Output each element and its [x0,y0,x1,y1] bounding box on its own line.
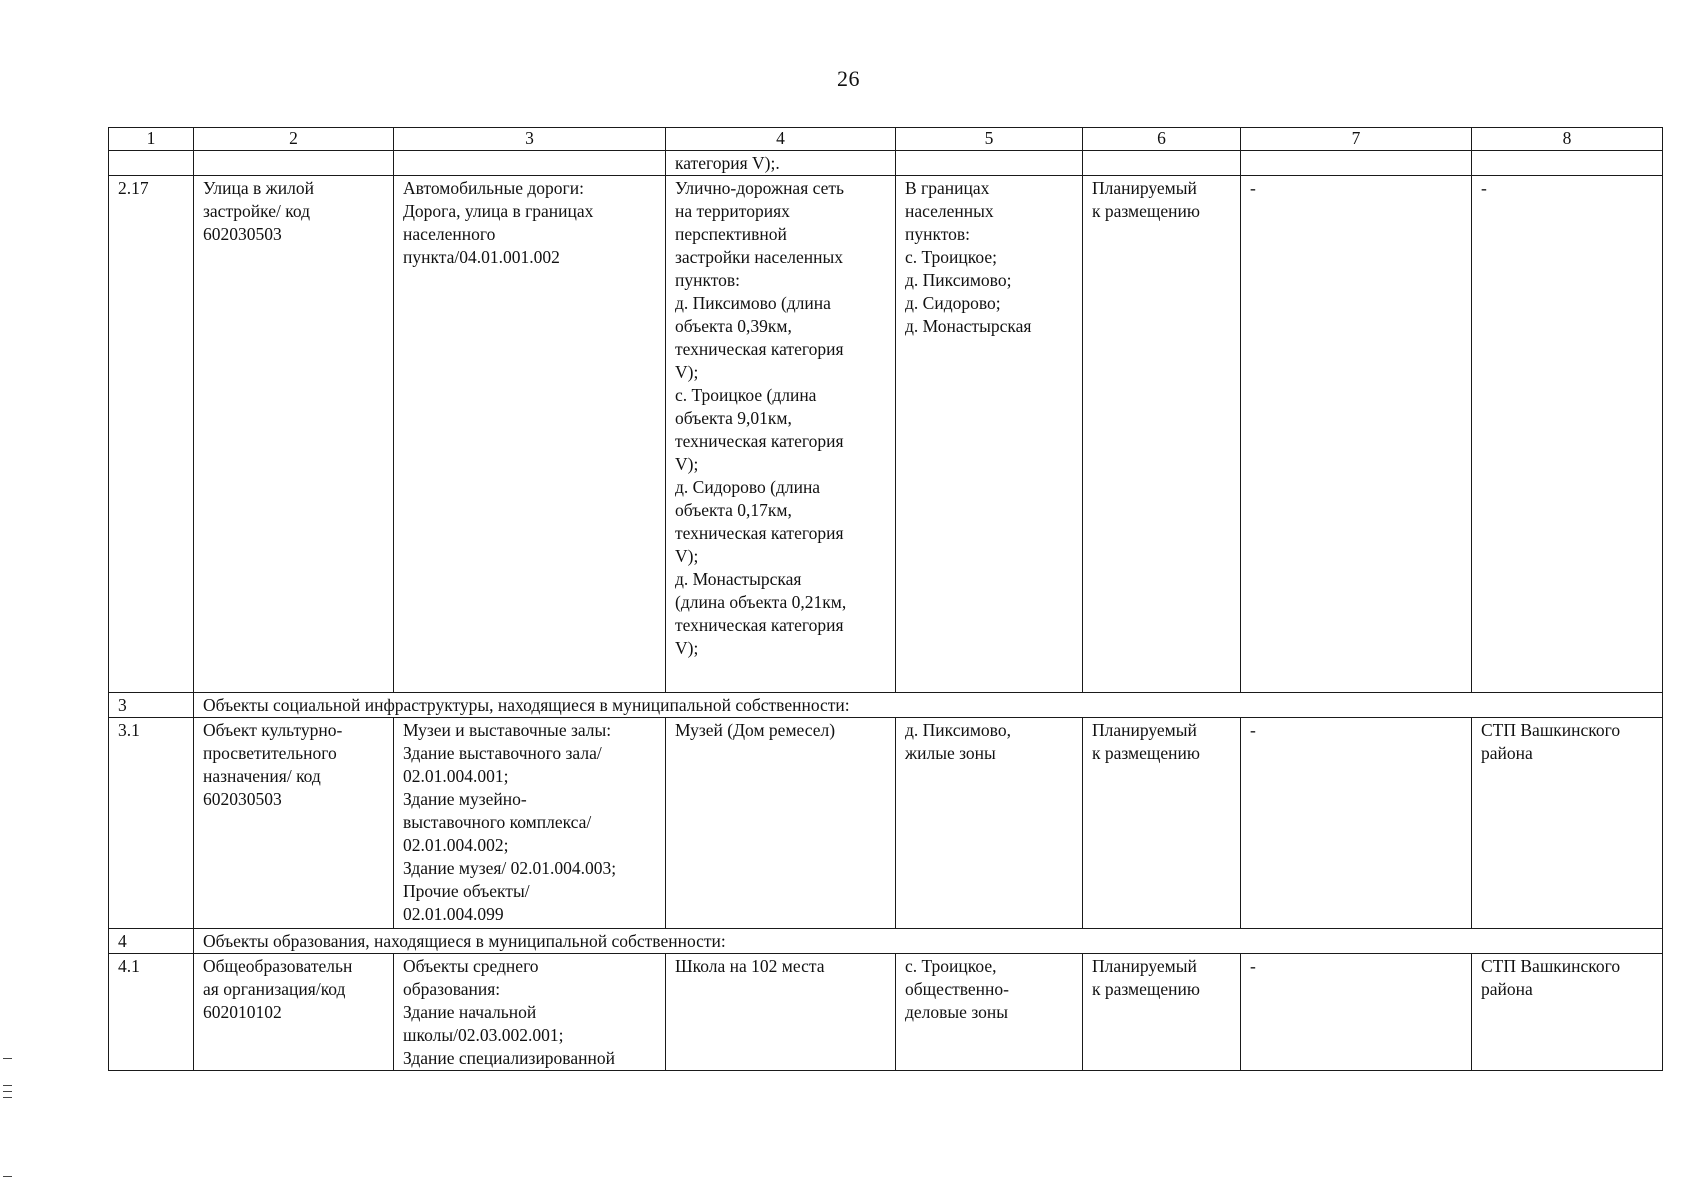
zone-cell: - [1241,954,1472,1071]
row-number: 3.1 [109,718,194,929]
section-number: 3 [109,693,194,718]
section-number: 4 [109,929,194,954]
cell-empty [1241,151,1472,176]
section-title: Объекты образования, находящиеся в муниципальной собственности: [194,929,1663,954]
object-type-cell: Автомобильные дороги: Дорога, улица в границах населенного пункта/04.01.001.002 [394,176,666,693]
section-title: Объекты социальной инфраструктуры, находящиеся в муниципальной собственности: [194,693,1663,718]
scan-margin-mark [3,1097,12,1098]
object-type-cell: Объекты среднего образования: Здание начальной школы/02.03.002.001; Здание специализированной [394,954,666,1071]
cell-continuation-text: категория V);. [666,151,896,176]
row-number: 2.17 [109,176,194,693]
header-cell-6: 6 [1083,128,1241,151]
header-cell-2: 2 [194,128,394,151]
table-header-row [109,128,1663,151]
cell-empty [194,151,394,176]
header-cell-4: 4 [666,128,896,151]
source-cell: - [1472,176,1663,693]
object-description-cell: Улично-дорожная сеть на территориях перспективной застройки населенных пунктов: д. Пиксимово (длина объекта 0,39км, техническая категория V); с. Троицкое (длина объекта 9,01км, техническая категория V); д. Сидорово (длина объекта 0,17км, техническая категория V); д. Монастырская (длина объекта 0,21км, техническая категория V); [666,176,896,693]
section-row-4 [109,929,1663,954]
location-cell: с. Троицкое, общественно- деловые зоны [896,954,1083,1071]
table-row-continuation [109,151,1663,176]
header-cell-5: 5 [896,128,1083,151]
location-cell: В границах населенных пунктов: с. Троицкое; д. Пиксимово; д. Сидорово; д. Монастырская [896,176,1083,693]
scan-margin-mark [3,1091,12,1092]
object-name-cell: Общеобразовательн ая организация/код 602010102 [194,954,394,1071]
location-cell: д. Пиксимово, жилые зоны [896,718,1083,929]
row-number: 4.1 [109,954,194,1071]
zone-cell: - [1241,176,1472,693]
header-cell-3: 3 [394,128,666,151]
planning-objects-table [108,127,1663,1071]
scan-margin-mark [3,1085,12,1086]
header-cell-7: 7 [1241,128,1472,151]
status-cell: Планируемый к размещению [1083,954,1241,1071]
zone-cell: - [1241,718,1472,929]
cell-empty [896,151,1083,176]
page-number: 26 [837,66,860,91]
status-cell: Планируемый к размещению [1083,176,1241,693]
cell-empty [109,151,194,176]
scan-margin-mark [3,1058,12,1059]
table-row-4-1 [109,954,1663,1071]
cell-empty [1083,151,1241,176]
status-cell: Планируемый к размещению [1083,718,1241,929]
cell-empty [394,151,666,176]
scan-margin-mark [3,1176,12,1177]
object-type-cell: Музеи и выставочные залы: Здание выставочного зала/ 02.01.004.001; Здание музейно- выставочного комплекса/ 02.01.004.002; Здание музея/ 02.01.004.003; Прочие объекты/ 02.01.004.099 [394,718,666,929]
object-name-cell: Объект культурно- просветительного назначения/ код 602030503 [194,718,394,929]
object-description-cell: Музей (Дом ремесел) [666,718,896,929]
table-row-2-17 [109,176,1663,693]
source-cell: СТП Вашкинского района [1472,718,1663,929]
table-row-3-1 [109,718,1663,929]
cell-empty [1472,151,1663,176]
header-cell-8: 8 [1472,128,1663,151]
object-description-cell: Школа на 102 места [666,954,896,1071]
header-cell-1: 1 [109,128,194,151]
object-name-cell: Улица в жилой застройке/ код 602030503 [194,176,394,693]
section-row-3 [109,693,1663,718]
source-cell: СТП Вашкинского района [1472,954,1663,1071]
